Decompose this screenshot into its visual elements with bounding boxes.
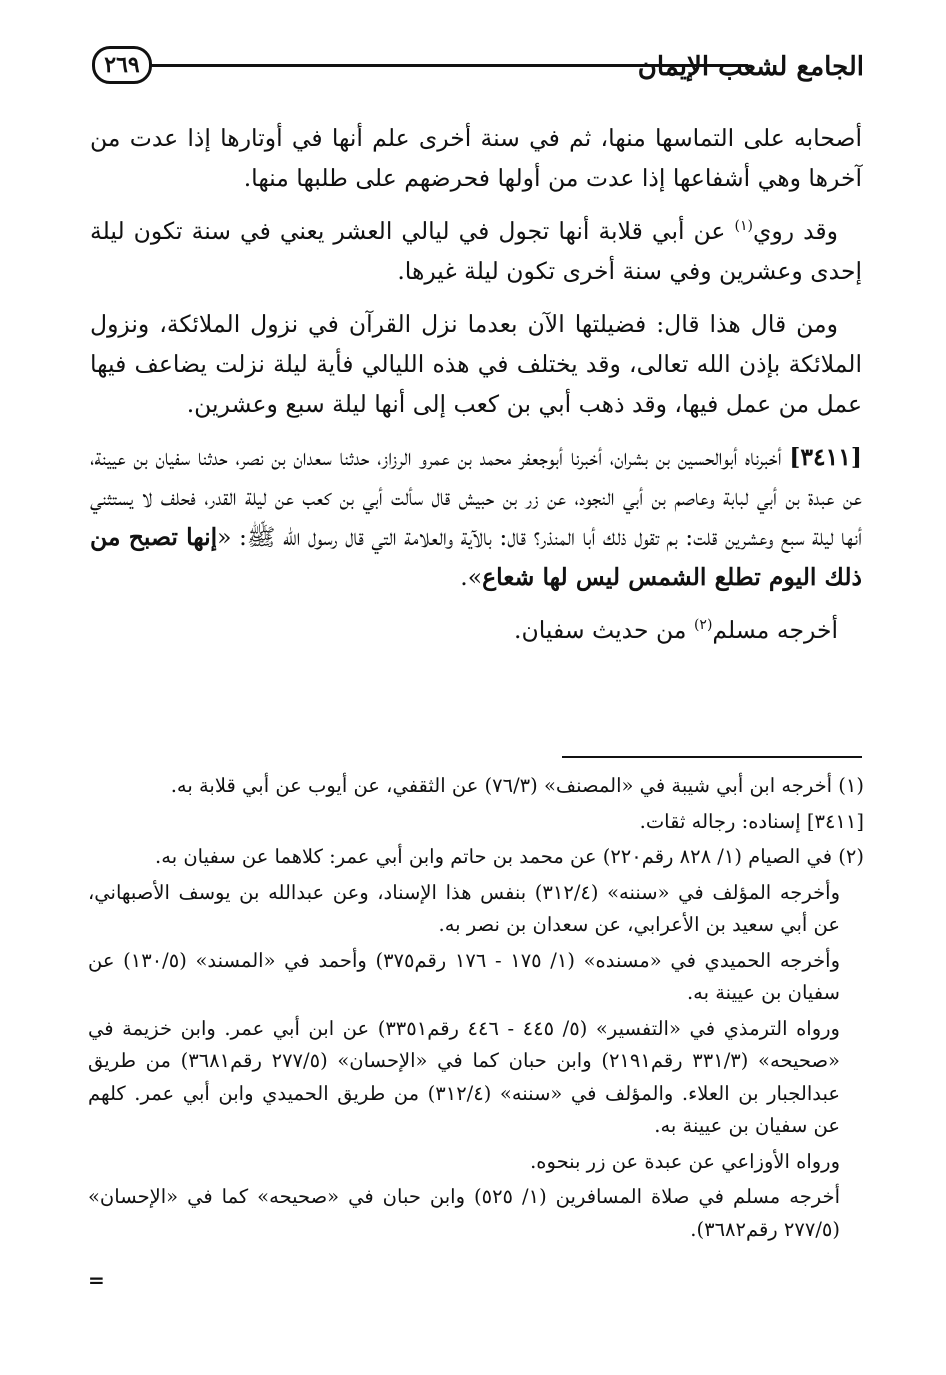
running-title: الجامع لشعب الإيمان bbox=[637, 52, 864, 82]
continuation-mark: = bbox=[88, 1268, 105, 1292]
footnote-separator bbox=[562, 756, 862, 758]
footnote-2: (٢) في الصيام (١/ ٨٢٨ رقم٢٢٠) عن محمد بن حاتم وابن أبي عمر: كلاهما عن سفيان به. bbox=[155, 845, 864, 868]
paragraph-1 bbox=[90, 118, 862, 198]
paragraph-2-start: وقد روي bbox=[752, 217, 838, 245]
footnote-ref-2: (٢) bbox=[693, 617, 713, 634]
page-number-badge bbox=[92, 46, 152, 84]
takhrij-start: أخرجه مسلم bbox=[712, 616, 838, 644]
paragraph-2-rest: عن أبي قلابة أنها تجول في ليالي العشر يعني في سنة تكون ليلة إحدى وعشرين وفي سنة أخرى تكون ليلة غيرها. bbox=[90, 217, 862, 285]
paragraph-3: ومن قال هذا قال: فضيلتها الآن بعدما نزل القرآن في نزول الملائكة، ونزول الملائكة بإذن الله تعالى، وقد يختلف في هذه الليالي فأية ليلة نزلت يضاعف فيها عمل من عمل فيها، وقد ذهب أبي بن كعب إلى أنها ليلة سبع وعشرين. bbox=[90, 310, 862, 418]
page-header bbox=[92, 42, 864, 98]
paragraph-2 bbox=[90, 211, 862, 291]
paragraph-1-line-2: وهي أشفاعها إذا عدت من أولها فحرضهم على طلبها منها. bbox=[243, 164, 801, 192]
hadith-quote: إنها تصبح من ذلك اليوم تطلع الشمس ليس لها شعاع bbox=[90, 523, 862, 591]
page-number: ٢٦٩ bbox=[104, 52, 140, 78]
footnote-2-d: ورواه الأوزاعي عن عبدة عن زر بنحوه. bbox=[530, 1149, 840, 1173]
footnote-isnad: [٣٤١١] إسناده: رجاله ثقات. bbox=[639, 809, 864, 833]
footnote-ref-1: (١) bbox=[734, 218, 753, 235]
takhrij-rest: من حديث سفيان. bbox=[514, 616, 694, 644]
hadith-chain: أخبرناه أبوالحسين بن بشران، أخبرنا أبوجعفر محمد بن عمرو الرزاز، حدثنا سعدان بن نصر، حدثنا سفيان بن عيينة، عن عبدة بن أبي لبابة وعاصم بن أبي النجود، عن زر بن حبيش قال سألت أبي بن كعب عن ليلة القدر، فحلف لا يستثني أنها ليلة سبع وعشرين قلت: بم تقول ذلك أبا المنذر؟ قال: بالآية والعلامة التي قال رسول الله ﷺ: « bbox=[90, 443, 862, 551]
hadith-number: [٣٤١١] bbox=[789, 443, 862, 471]
footnote-2-e: أخرجه مسلم في صلاة المسافرين (١/ ٥٢٥) وابن حبان في «صحيحه» كما في «الإحسان» (٢٧٧/٥ رقم٣٦٨٢). bbox=[88, 1185, 840, 1241]
footnote-1: (١) أخرجه ابن أبي شيبة في «المصنف» (٧٦/٣) عن الثقفي، عن أيوب عن أبي قلابة به. bbox=[170, 774, 864, 797]
footnote-2-b: وأخرجه الحميدي في «مسنده» (١/ ١٧٥ - ١٧٦ رقم٣٧٥) وأحمد في «المسند» (١٣٠/٥) عن سفيان بن عيينة به. bbox=[88, 948, 840, 1004]
hadith-paragraph bbox=[90, 437, 862, 597]
footnote-2-a: وأخرجه المؤلف في «سننه» (٣١٢/٤) بنفس هذا الإسناد، وعن عبدالله بن يوسف الأصبهاني، عن أبي سعيد بن الأعرابي، عن سعدان بن نصر به. bbox=[88, 880, 841, 936]
footnote-2-c: ورواه الترمذي في «التفسير» (٥/ ٤٤٥ - ٤٤٦ رقم٣٣٥١) عن ابن أبي عمر. وابن خزيمة في «صحيحه» (٣٣١/٣ رقم٢١٩١) وابن حبان كما في «الإحسان» (٢٧٧/٥ رقم٣٦٨١) من طريق عبدالجبار بن العلاء. والمؤلف في «سننه» (٣١٢/٤) من طريق الحميدي وابن أبي عمر. كلهم عن سفيان بن عيينة به. bbox=[88, 1016, 841, 1137]
paragraph-1-line-1: أصحابه على التماسها منها، ثم في سنة أخرى علم أنها في أوتارها إذا عدت من آخرها bbox=[90, 124, 862, 192]
takhrij-paragraph bbox=[90, 610, 862, 650]
hadith-quote-end: ». bbox=[460, 563, 483, 591]
footnotes bbox=[88, 770, 864, 1249]
main-text bbox=[90, 118, 862, 663]
